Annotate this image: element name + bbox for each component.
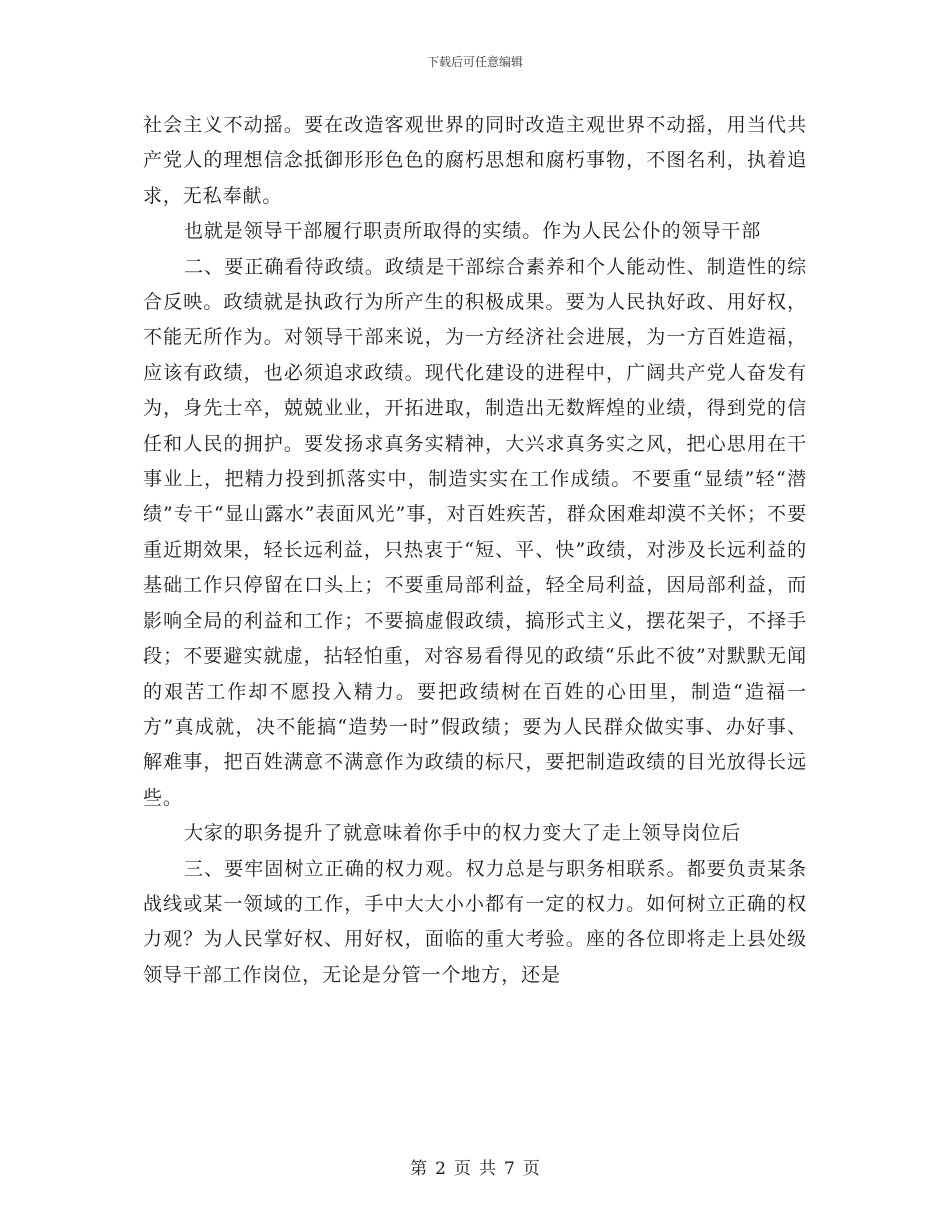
total-prefix: 共: [479, 1159, 496, 1179]
paragraph-1: 社会主义不动摇。要在改造客观世界的同时改造主观世界不动摇，用当代共产党人的理想信念抵御形形色色的腐朽思想和腐朽事物，不图名利，执着追求，无私奉献。: [143, 114, 807, 207]
page-number-footer: [0, 1158, 950, 1180]
paragraph-5: 三、要牢固树立正确的权力观。权力总是与职务相联系。都要负责某条战线或某一领域的工作，手中大大小小都有一定的权力。如何树立正确的权力观？为人民掌好权、用好权，面临的重大考验。座的各位即将走上县处级领导干部工作岗位，无论是分管一个地方，还是: [143, 857, 807, 986]
total-pages-number: 7: [504, 1159, 515, 1179]
total-label: 页: [522, 1159, 540, 1179]
current-page-number: 2: [435, 1159, 446, 1179]
paragraph-4: 大家的职务提升了就意味着你手中的权力变大了走上领导岗位后: [184, 822, 742, 845]
document-body: [143, 108, 807, 993]
page-prefix: 第: [410, 1159, 428, 1179]
page-header-note: 下载后可任意编辑: [426, 55, 523, 69]
paragraph-2: 也就是领导干部履行职责所取得的实绩。作为人民公仆的领导干部: [184, 220, 762, 243]
paragraph-3: 二、要正确看待政绩。政绩是干部综合素养和个人能动性、制造性的综合反映。政绩就是执政行为所产生的积极成果。要为人民执好政、用好权，不能无所作为。对领导干部来说，为一方经济社会进展，为一方百姓造福，应该有政绩，也必须追求政绩。现代化建设的进程中，广阔共产党人奋发有为，身先士卒，兢兢业业，开拓进取，制造出无数辉煌的业绩，得到党的信任和人民的拥护。要发扬求真务实精神，大兴求真务实之风，把心思用在干事业上，把精力投到抓落实中，制造实实在工作成绩。不要重“显绩”轻“潜绩”专干“显山露水”表面风光”事，对百姓疾苦，群众困难却漠不关怀；不要重近期效果，轻长远利益，只热衷于“短、平、快”政绩，对涉及长远利益的基础工作只停留在口头上；不要重局部利益，轻全局利益，因局部利益，而影响全局的利益和工作；不要搞虚假政绩，搞形式主义，摆花架子，不择手段；不要避实就虚，拈轻怕重，对容易看得见的政绩“乐此不彼”对默默无闻的艰苦工作却不愿投入精力。要把政绩树在百姓的心田里，制造“造福一方”真成就，决不能搞“造势一时”假政绩；要为人民群众做实事、办好事、解难事，把百姓满意不满意作为政绩的标尺，要把制造政绩的目光放得长远些。: [143, 255, 807, 809]
page-label: 页: [454, 1159, 471, 1179]
